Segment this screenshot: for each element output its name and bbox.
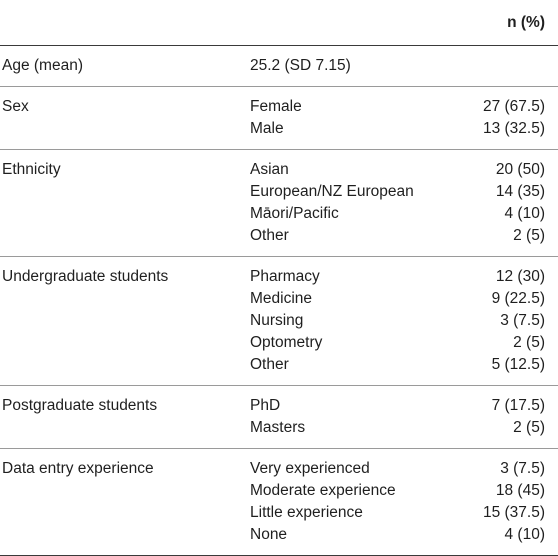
count-cell: 3 (7.5) bbox=[500, 312, 545, 329]
characteristic-label bbox=[0, 502, 249, 524]
characteristic-label bbox=[0, 354, 249, 386]
table-row bbox=[0, 480, 558, 502]
category-cell: 25.2 (SD 7.15) bbox=[250, 57, 351, 74]
count-cell: 9 (22.5) bbox=[491, 290, 545, 307]
table-row bbox=[0, 310, 558, 332]
category-cell: Masters bbox=[250, 419, 306, 436]
count-cell: 18 (45) bbox=[495, 482, 545, 499]
category-cell: Optometry bbox=[250, 334, 323, 351]
count-cell: 2 (5) bbox=[513, 227, 545, 244]
count-cell: 15 (37.5) bbox=[482, 504, 545, 521]
category-cell: European/NZ European bbox=[250, 183, 414, 200]
characteristic-label bbox=[0, 332, 249, 354]
characteristic-label bbox=[0, 118, 249, 150]
count-cell: 7 (17.5) bbox=[491, 397, 545, 414]
category-cell: Male bbox=[250, 120, 284, 137]
characteristic-label: Ethnicity bbox=[2, 161, 61, 178]
category-cell: Female bbox=[250, 98, 302, 115]
table-row bbox=[0, 225, 558, 257]
category-cell: Nursing bbox=[250, 312, 304, 329]
category-cell: Asian bbox=[250, 161, 289, 178]
category-cell: PhD bbox=[250, 397, 281, 414]
characteristic-label bbox=[0, 181, 249, 203]
category-cell: Medicine bbox=[250, 290, 313, 307]
table-row bbox=[0, 354, 558, 386]
table-row bbox=[0, 150, 558, 182]
header-category bbox=[249, 0, 463, 46]
category-cell: Other bbox=[250, 227, 289, 244]
table-group bbox=[0, 150, 558, 257]
table-row bbox=[0, 181, 558, 203]
count-cell: 3 (7.5) bbox=[500, 460, 545, 477]
table-row bbox=[0, 502, 558, 524]
table-row bbox=[0, 524, 558, 556]
count-cell: 14 (35) bbox=[495, 183, 545, 200]
characteristic-label bbox=[0, 310, 249, 332]
characteristic-label: Postgraduate students bbox=[2, 397, 158, 414]
count-cell: 13 (32.5) bbox=[482, 120, 545, 137]
characteristic-label bbox=[0, 288, 249, 310]
table-group bbox=[0, 257, 558, 386]
category-cell: Little experience bbox=[250, 504, 363, 521]
table-group bbox=[0, 87, 558, 150]
header-count: n (%) bbox=[463, 0, 558, 46]
count-cell: 20 (50) bbox=[495, 161, 545, 178]
table-group bbox=[0, 386, 558, 449]
table-row bbox=[0, 417, 558, 449]
category-cell: Moderate experience bbox=[250, 482, 396, 499]
characteristic-label bbox=[0, 203, 249, 225]
category-cell: Very experienced bbox=[250, 460, 370, 477]
table-row bbox=[0, 332, 558, 354]
count-cell bbox=[463, 46, 558, 87]
characteristic-label bbox=[0, 480, 249, 502]
table-row bbox=[0, 203, 558, 225]
count-cell: 2 (5) bbox=[513, 334, 545, 351]
characteristic-label: Data entry experience bbox=[2, 460, 154, 477]
header-characteristic bbox=[0, 0, 249, 46]
table-row bbox=[0, 386, 558, 418]
count-cell: 2 (5) bbox=[513, 419, 545, 436]
count-cell: 4 (10) bbox=[504, 205, 545, 222]
category-cell: None bbox=[250, 526, 288, 543]
category-cell: Other bbox=[250, 356, 289, 373]
table-row bbox=[0, 118, 558, 150]
count-cell: 12 (30) bbox=[495, 268, 545, 285]
count-cell: 4 (10) bbox=[504, 526, 545, 543]
table-row bbox=[0, 288, 558, 310]
characteristic-label bbox=[0, 524, 249, 556]
table-row bbox=[0, 87, 558, 119]
header-row bbox=[0, 0, 558, 46]
table-group bbox=[0, 449, 558, 556]
characteristic-label: Undergraduate students bbox=[2, 268, 169, 285]
table-row bbox=[0, 46, 558, 87]
characteristic-label bbox=[0, 417, 249, 449]
category-cell: Māori/Pacific bbox=[250, 205, 339, 222]
table-header bbox=[0, 0, 558, 46]
table-group bbox=[0, 46, 558, 87]
table-row bbox=[0, 257, 558, 289]
count-cell: 27 (67.5) bbox=[482, 98, 545, 115]
characteristic-label: Sex bbox=[2, 98, 29, 115]
table-row bbox=[0, 449, 558, 481]
characteristic-label bbox=[0, 225, 249, 257]
characteristic-label: Age (mean) bbox=[2, 57, 83, 74]
count-cell: 5 (12.5) bbox=[491, 356, 545, 373]
category-cell: Pharmacy bbox=[250, 268, 320, 285]
